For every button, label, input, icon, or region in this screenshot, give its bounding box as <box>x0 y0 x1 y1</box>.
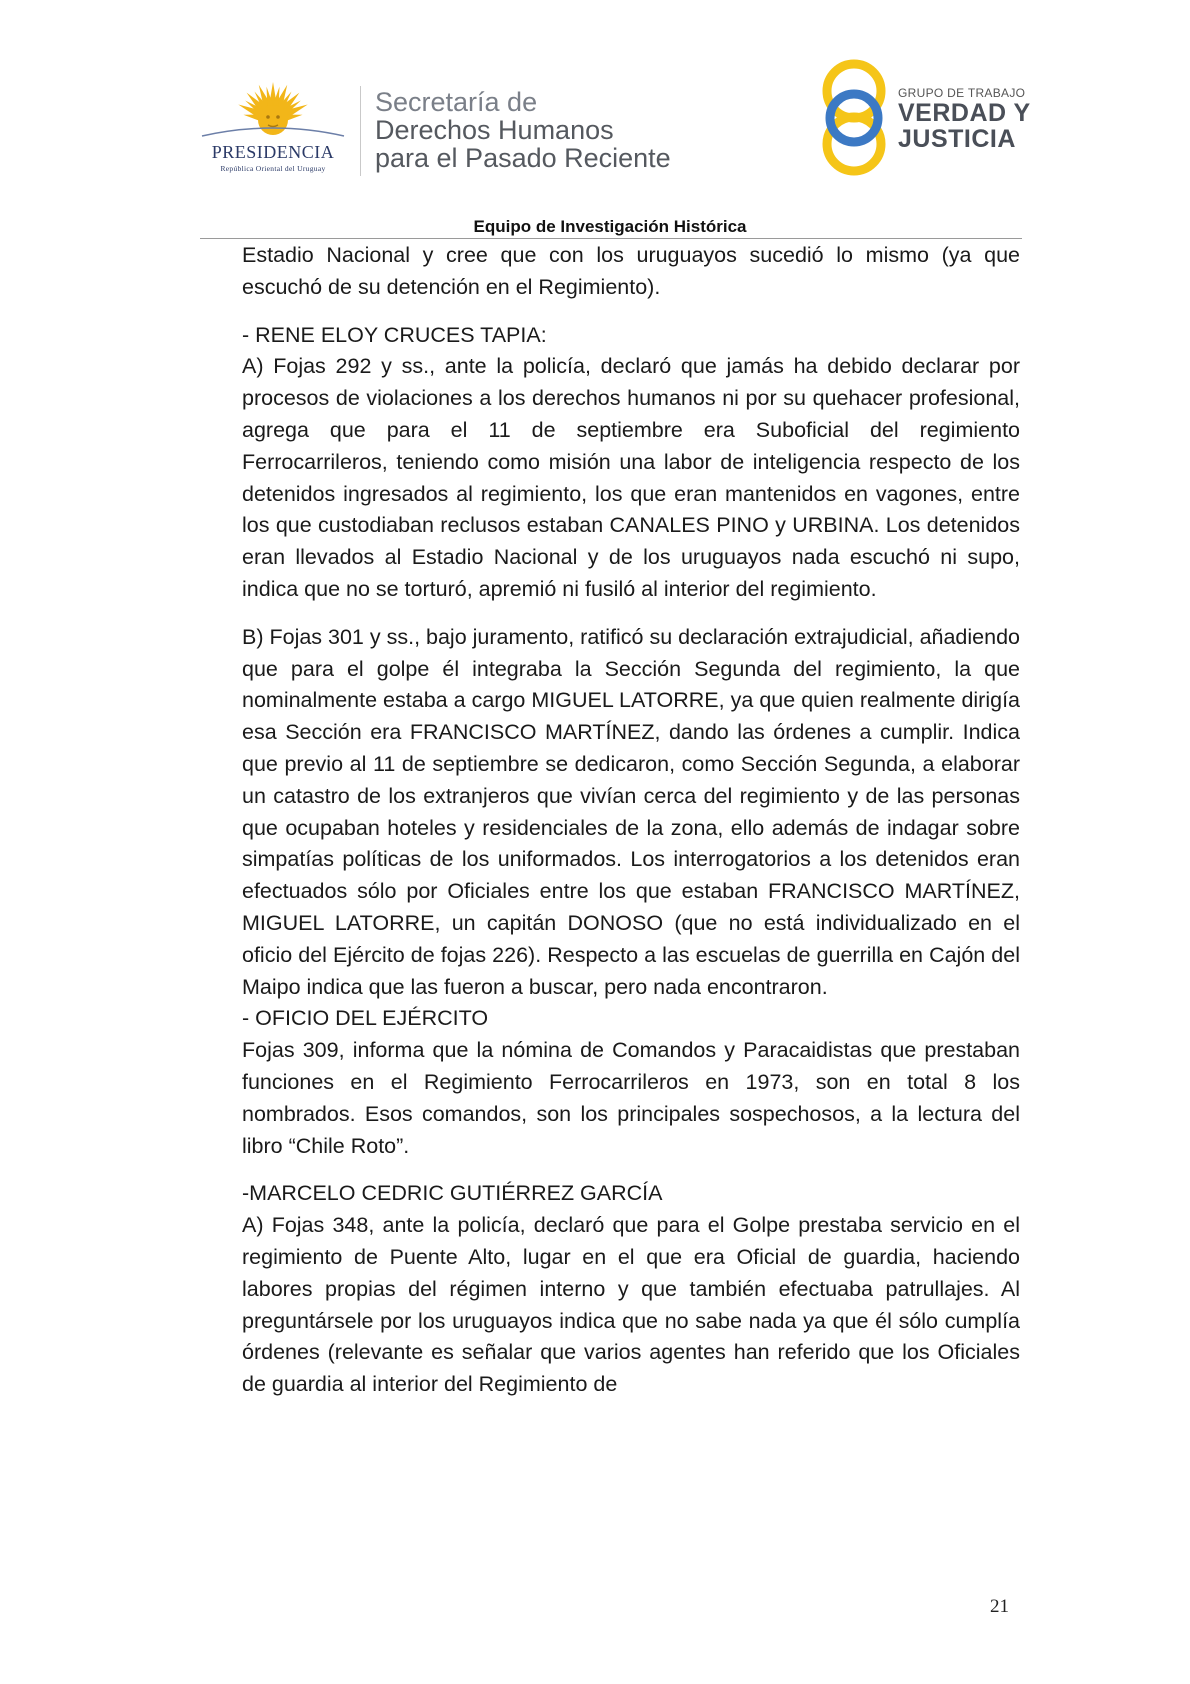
gtvj-small-label: GRUPO DE TRABAJO <box>898 86 1026 100</box>
verdad-justicia-text <box>898 86 1038 152</box>
team-title: Equipo de Investigación Histórica <box>473 217 747 236</box>
sun-emblem-icon <box>198 80 348 142</box>
paragraph: B) Fojas 301 y ss., bajo juramento, ratificó su declaración extrajudicial, añadiendo que para el golpe él integraba la Sección Segunda del regimiento, la que nominalmente estaba a cargo MIGUEL LATORRE, ya que quien realmente dirigía esa Sección era FRANCISCO MARTÍNEZ, dando las órdenes a cumplir. Indica que previo al 11 de septiembre se dedicaron, como Sección Segunda, a elaborar un catastro de los extranjeros que vivían cerca del regimiento y de las personas que ocupaban hoteles y residenciales de la zona, ello además de indagar sobre simpatías políticas de los uniformados. Los interrogatorios a los detenidos eran efectuados sólo por Oficiales entre los que estaban FRANCISCO MARTÍNEZ, MIGUEL LATORRE, un capitán DONOSO (que no está individualizado en el oficio del Ejército de fojas 226). Respecto a las escuelas de guerrilla en Cajón del Maipo indica que las fueron a buscar, pero nada encontraron. <box>242 624 1020 999</box>
header-divider <box>360 86 361 176</box>
rings-emblem-icon <box>818 56 898 181</box>
paragraph: Estadio Nacional y cree que con los uruguayos sucedió lo mismo (ya que escuchó de su detención en el Regimiento). <box>242 243 1020 299</box>
verdad-justicia-logo <box>818 56 1031 181</box>
presidencia-name: PRESIDENCIA <box>211 142 335 162</box>
paragraph: A) Fojas 292 y ss., ante la policía, declaró que jamás ha debido declarar por procesos de violaciones a los derechos humanos ni por su quehacer profesional, agrega que para el 11 de septiembre era Suboficial del regimiento Ferrocarrileros, teniendo como misión una labor de inteligencia respecto de los detenidos ingresados al regimiento, los que eran mantenidos en vagones, entre los que custodiaban reclusos estaban CANALES PINO y URBINA. Los detenidos eran llevados al Estadio Nacional y de los uruguayos nada escuchó ni supo, indica que no se torturó, apremió ni fusiló al interior del regimiento. <box>242 354 1020 601</box>
section-heading: -MARCELO CEDRIC GUTIÉRREZ GARCÍA <box>242 1181 663 1206</box>
secretaria-line-2: Derechos Humanos <box>375 115 614 145</box>
gtvj-line-1: VERDAD Y <box>898 99 1031 127</box>
section-heading: - OFICIO DEL EJÉRCITO <box>242 1006 489 1031</box>
presidencia-subtitle: República Oriental del Uruguay <box>220 164 326 173</box>
presidencia-logo <box>198 80 348 180</box>
page-number: 21 <box>990 1596 1009 1617</box>
paragraph: Fojas 309, informa que la nómina de Comandos y Paracaidistas que prestaban funciones en el Regimiento Ferrocarrileros en 1973, son en total 8 los nombrados. Esos comandos, son los principales sospechosos, a la lectura del libro “Chile Roto”. <box>242 1038 1020 1158</box>
paragraph: A) Fojas 348, ante la policía, declaró que para el Golpe prestaba servicio en el regimiento de Puente Alto, lugar en el que era Oficial de guardia, haciendo labores propias del régimen interno y que también efectuaba patrullajes. Al preguntársele por los uruguayos indica que no sabe nada ya que él sólo cumplía órdenes (relevante es señalar que varios agentes han referido que los Oficiales de guardia al interior del Regimiento de <box>242 1213 1020 1397</box>
section-heading: - RENE ELOY CRUCES TAPIA: <box>242 322 547 347</box>
secretaria-line-3: para el Pasado Reciente <box>375 143 671 173</box>
gtvj-line-2: JUSTICIA <box>898 125 1016 153</box>
page-header <box>0 0 1190 240</box>
secretaria-logo-text <box>375 88 671 172</box>
document-body <box>242 240 1020 1401</box>
secretaria-line-1: Secretaría de <box>375 87 538 117</box>
header-rule <box>200 238 1022 239</box>
